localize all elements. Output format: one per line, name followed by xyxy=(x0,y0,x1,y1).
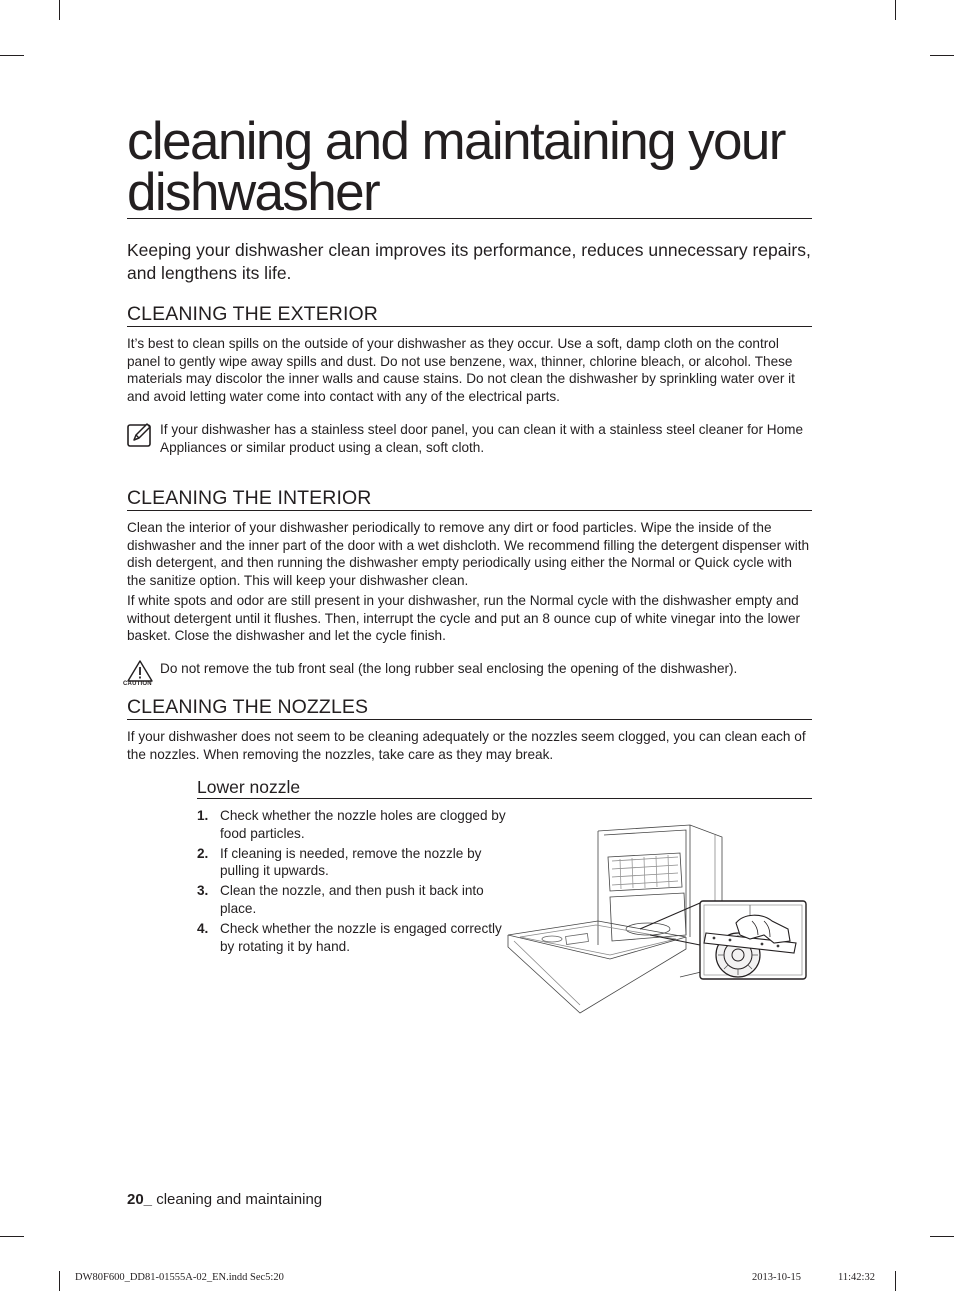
print-slug-time: 11:42:32 xyxy=(838,1272,875,1283)
interior-paragraph-1: Clean the interior of your dishwasher periodically to remove any dirt or food particles. Wipe the inside of the dishwasher and the inner part of the door with a wet dishcloth. We recommend filling the detergent dispenser with dish detergent, and then running the dishwasher empty periodically using either the Normal or Quick cycle with the sanitize option. This will keep your dishwasher clean. xyxy=(127,520,810,588)
caution-interior xyxy=(123,660,813,690)
caution-text: Do not remove the tub front seal (the long rubber seal enclosing the opening of the dishwasher). xyxy=(160,661,738,676)
crop-mark xyxy=(0,55,24,56)
exterior-paragraph: It’s best to clean spills on the outside of your dishwasher as they occur. Use a soft, damp cloth on the control panel to gently wipe away spills and dust. Do not use benzene, wax, thinner, chlorine bleach, or alcohol. These materials may discolor the inner walls and cause stains. Do not clean the dishwasher by sprinkling water over it and avoid letting water come into contact with any of the electrical parts. xyxy=(127,336,795,404)
footer-section: cleaning and maintaining xyxy=(152,1191,323,1208)
page-number: 20_ xyxy=(127,1191,153,1208)
interior-paragraph-2: If white spots and odor are still present in your dishwasher, run the Normal cycle with the dishwasher empty and without detergent until it flushes. Then, interrupt the cycle and put an 8 ounce cup of white vinegar into the lower basket. Close the dishwasher and let the cycle finish. xyxy=(127,593,801,644)
note-pencil-icon xyxy=(127,421,153,456)
print-slug-file: DW80F600_DD81-01555A-02_EN.indd Sec5:20 xyxy=(75,1272,284,1283)
list-item: 3. Clean the nozzle, and then push it back into place. xyxy=(197,883,484,916)
list-item: 1. Check whether the nozzle holes are clogged by food particles. xyxy=(197,808,506,841)
page-title-line2: dishwasher xyxy=(127,163,380,222)
crop-mark xyxy=(59,0,60,20)
intro-paragraph: Keeping your dishwasher clean improves its performance, reduces unnecessary repairs, and lengthens its life. xyxy=(127,240,811,283)
print-slug-date: 2013-10-15 xyxy=(752,1272,801,1283)
nozzles-paragraph: If your dishwasher does not seem to be cleaning adequately or the nozzles seem clogged, you can clean each of the nozzles. When removing the nozzles, take care as they may break. xyxy=(127,729,806,762)
crop-mark xyxy=(930,55,954,56)
caution-label: CAUTION xyxy=(123,681,152,687)
page-title-line1: cleaning and maintaining your xyxy=(127,112,785,171)
section-heading-nozzles: CLEANING THE NOZZLES xyxy=(127,696,812,720)
note-text: If your dishwasher has a stainless steel door panel, you can clean it with a stainless steel cleaner for Home Appliances or similar product using a clean, soft cloth. xyxy=(160,422,804,455)
page-title xyxy=(127,112,812,222)
dishwasher-nozzle-illustration xyxy=(500,817,810,1022)
crop-mark xyxy=(0,1236,24,1237)
section-heading-exterior: CLEANING THE EXTERIOR xyxy=(127,303,812,327)
subheading-lower-nozzle: Lower nozzle xyxy=(197,776,812,799)
page-footer xyxy=(127,1191,322,1209)
nozzle-steps-list xyxy=(197,807,507,958)
crop-mark xyxy=(59,1271,60,1291)
list-item: 4. Check whether the nozzle is engaged correctly by rotating it by hand. xyxy=(197,921,502,954)
caution-triangle-icon xyxy=(123,660,153,690)
crop-mark xyxy=(930,1236,954,1237)
crop-mark xyxy=(895,1271,896,1291)
section-heading-interior: CLEANING THE INTERIOR xyxy=(127,487,812,511)
note-exterior xyxy=(127,421,813,456)
crop-mark xyxy=(895,0,896,20)
list-item: 2. If cleaning is needed, remove the nozzle by pulling it upwards. xyxy=(197,845,482,879)
